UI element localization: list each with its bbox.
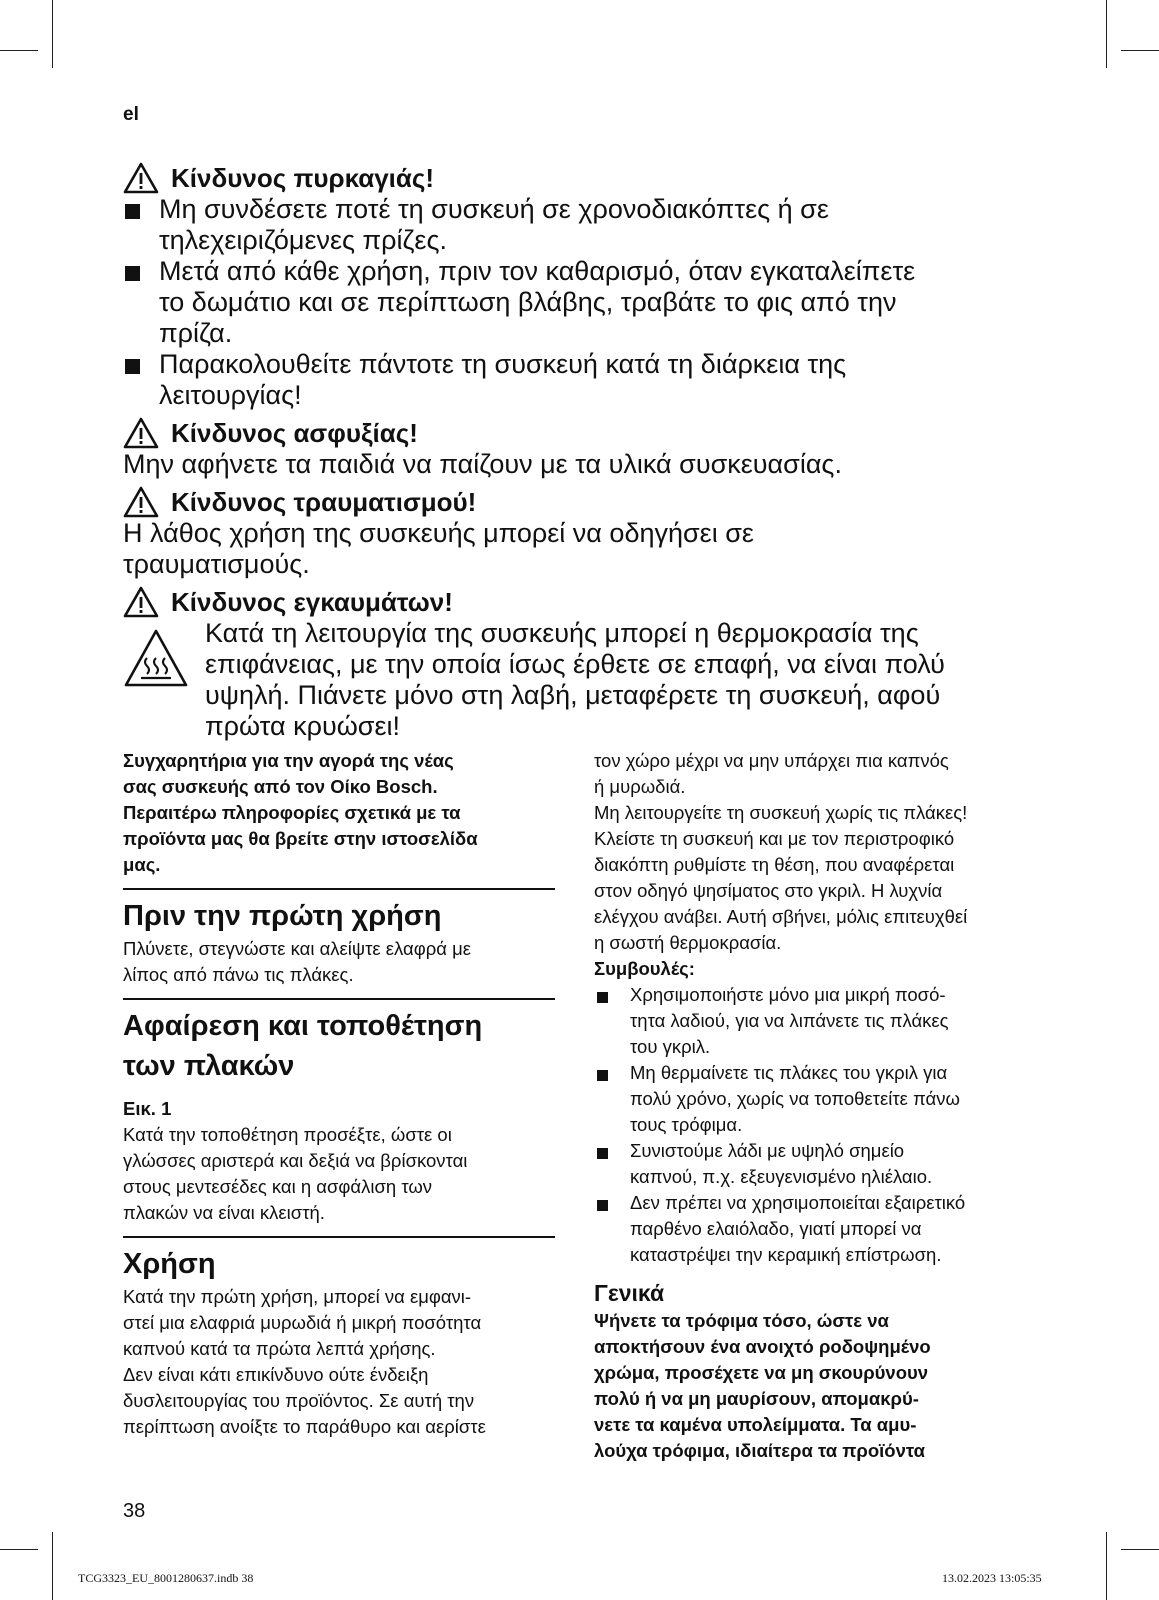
bullet-square-icon [597, 1200, 608, 1211]
page-number: 38 [123, 1500, 146, 1522]
left-column [123, 748, 555, 1440]
crop-mark [1106, 0, 1107, 68]
plates-text: Κατά την τοποθέτηση προσέξτε, ώστε οι γλώσσες αριστερά και δεξιά να βρίσκονται στους μεντεσέδες και η ασφάλιση των πλακών να είναι κλειστή. [123, 1124, 468, 1223]
figure-reference: Εικ. 1 [123, 1098, 172, 1119]
footer-file-info: TCG3323_EU_8001280637.indb 38 [78, 1571, 254, 1585]
use-continued-text: τον χώρο μέχρι να μην υπάρχει πια καπνός ή μυρωδιά. Μη λειτουργείτε τη συσκευή χωρίς τις πλάκες! Κλείστε τη συσκευή και με τον περιστροφικό διακόπτη ρυθμίστε τη θέση, που αναφέρεται στον οδηγό ψησίματος στο γκριλ. Η λυχνία ελέγχου ανάβει. Αυτή σβήνει, μόλις επιτευχθεί η σωστή θερμοκρασία. [594, 750, 968, 953]
suffocation-warning-heading [123, 417, 1043, 449]
list-item: Μη θερμαίνετε τις πλάκες του γκριλ για πολύ χρόνο, χωρίς να τοποθετείτε πάνω τους τρόφιμα. [594, 1060, 1034, 1138]
bullet-square-icon [597, 992, 608, 1003]
section-divider [123, 998, 555, 1000]
warning-triangle-icon [123, 417, 159, 449]
warning-triangle-icon [123, 486, 159, 518]
intro-paragraph: Συγχαρητήρια για την αγορά της νέας σας συσκευής από τον Οίκο Bosch. Περαιτέρω πληροφορίες σχετικά με τα προϊόντα μας θα βρείτε στην ιστοσελίδα μας. [123, 750, 478, 875]
section-divider [123, 1236, 555, 1238]
section-heading-first-use: Πριν την πρώτη χρήση [123, 900, 442, 932]
crop-mark [0, 50, 38, 51]
section-divider [123, 888, 555, 890]
hot-surface-icon [123, 628, 189, 688]
right-column [594, 748, 1034, 1464]
list-item: Μετά από κάθε χρήση, πριν τον καθαρισμό, όταν εγκαταλείπετε το δωμάτιο και σε περίπτωση βλάβης, τραβάτε το φις από την πρίζα. [123, 256, 1043, 349]
list-item: Παρακολουθείτε πάντοτε τη συσκευή κατά τη διάρκεια της λειτουργίας! [123, 349, 1043, 411]
section-heading-general: Γενικά [594, 1280, 665, 1306]
crop-mark [1121, 1549, 1159, 1550]
fire-warning-heading [123, 162, 1043, 194]
burns-warning-heading [123, 586, 1043, 618]
warning-triangle-icon [123, 162, 159, 194]
crop-mark [0, 1549, 38, 1550]
use-text: Κατά την πρώτη χρήση, μπορεί να εμφανι- στεί μια ελαφριά μυρωδιά ή μικρή ποσότητα καπνού κατά τα πρώτα λεπτά χρήσης. Δεν είναι κάτι επικίνδυνο ούτε ένδειξη δυσλειτουργίας του προϊόντος. Σε αυτή την περίπτωση ανοίξτε το παράθυρο και αερίστε [123, 1286, 486, 1437]
language-code: el [123, 104, 139, 125]
crop-mark [1106, 1532, 1107, 1600]
fire-warning-list [123, 194, 1043, 411]
safety-warnings [123, 162, 1043, 742]
tips-heading: Συμβουλές: [594, 958, 695, 979]
warning-title: Κίνδυνος τραυματισμού! [171, 487, 477, 517]
bullet-square-icon [597, 1148, 608, 1159]
bullet-square-icon [125, 204, 140, 219]
warning-title: Κίνδυνος ασφυξίας! [171, 418, 418, 448]
list-item: Συνιστούμε λάδι με υψηλό σημείο καπνού, π.χ. εξευγενισμένο ηλιέλαιο. [594, 1138, 1034, 1190]
section-heading-use: Χρήση [123, 1248, 216, 1280]
burns-warning-text: Κατά τη λειτουργία της συσκευής μπορεί η θερμοκρασία της επιφάνειας, με την οποία ίσως έρθετε σε επαφή, να είναι πολύ υψηλή. Πιάνετε μόνο στη λαβή, μεταφέρετε τη συσκευή, αφού πρώτα κρυώσει! [205, 618, 945, 741]
warning-title: Κίνδυνος πυρκαγιάς! [171, 163, 435, 193]
crop-mark [52, 1532, 53, 1600]
list-item: Μη συνδέσετε ποτέ τη συσκευή σε χρονοδιακόπτες ή σε τηλεχειριζόμενες πρίζες. [123, 194, 1043, 256]
section-heading-plates: Αφαίρεση και τοποθέτηση των πλακών [123, 1010, 483, 1082]
burns-warning-body [123, 618, 1043, 742]
bullet-square-icon [125, 359, 140, 374]
first-use-text: Πλύνετε, στεγνώστε και αλείψτε ελαφρά με λίπος από πάνω τις πλάκες. [123, 938, 471, 985]
injury-warning-text: Η λάθος χρήση της συσκευής μπορεί να οδηγήσει σε τραυματισμούς. [123, 518, 754, 579]
general-text: Ψήνετε τα τρόφιμα τόσο, ώστε να αποκτήσουν ένα ανοιχτό ροδοψημένο χρώμα, προσέχετε να μη σκουρύνουν πολύ ή να μη μαυρίσουν, απομακρύ- νετε τα καμένα υπολείμματα. Τα αμυ- λούχα τρόφιμα, ιδιαίτερα τα προϊόντα [594, 1310, 931, 1461]
crop-mark [52, 0, 53, 68]
footer-timestamp: 13.02.2023 13:05:35 [942, 1571, 1042, 1585]
warning-triangle-icon [123, 586, 159, 618]
tips-list [594, 982, 1034, 1268]
crop-mark [1121, 50, 1159, 51]
bullet-square-icon [597, 1070, 608, 1081]
list-item: Χρησιμοποιήστε μόνο μια μικρή ποσό- τητα λαδιού, για να λιπάνετε τις πλάκες του γκριλ. [594, 982, 1034, 1060]
bullet-square-icon [125, 266, 140, 281]
injury-warning-heading [123, 486, 1043, 518]
suffocation-warning-text: Μην αφήνετε τα παιδιά να παίζουν με τα υλικά συσκευασίας. [123, 449, 842, 479]
list-item: Δεν πρέπει να χρησιμοποιείται εξαιρετικό παρθένο ελαιόλαδο, γιατί μπορεί να καταστρέψει την κεραμική επίστρωση. [594, 1190, 1034, 1268]
warning-title: Κίνδυνος εγκαυμάτων! [171, 587, 453, 617]
